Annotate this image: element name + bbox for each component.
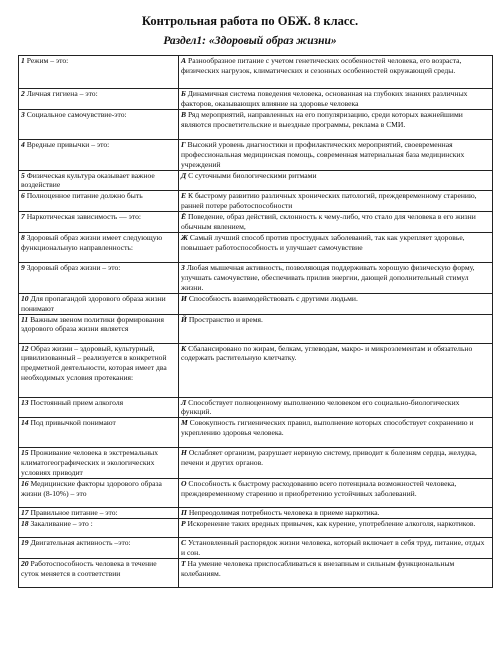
answer-text: Искоренение таких вредных привычек, как курение, употребление алкоголя, наркотиков. (187, 519, 476, 529)
answer-cell (179, 170, 493, 191)
quiz-table (18, 55, 493, 588)
question-cell (19, 519, 179, 538)
answer-cell (179, 538, 493, 559)
question-cell (19, 559, 179, 588)
table-row (19, 343, 493, 397)
question-cell (19, 170, 179, 191)
question-number: 17 (21, 508, 29, 518)
table-row (19, 293, 493, 314)
answer-letter: И (181, 293, 187, 303)
answer-text: Непреодолимая потребность человека в приеме наркотика. (188, 508, 380, 518)
question-text: Физическая культура оказывает важное воздействие (21, 170, 155, 190)
answer-letter: П (181, 508, 187, 518)
answer-letter: Т (181, 559, 186, 569)
answer-letter: Е (181, 191, 187, 201)
answer-cell (179, 397, 493, 418)
table-row (19, 56, 493, 89)
answer-cell (179, 508, 493, 519)
answer-letter: Б (181, 89, 186, 98)
answer-letter: З (181, 262, 185, 272)
answer-text: Любая мышечная активность, позволяющая поддерживать хорошую физическую форму, улучшать самочувствие, обеспечивать прилив энергии, дающей дополнительный стимул жизни. (181, 262, 475, 292)
question-text: Проживание человека в экстремальных климатогеографических и экологических условиях приводит (21, 448, 159, 478)
answer-text: К быстрому развитию различных хронических патологий, преждевременному старению, ранней потере работоспособности (181, 191, 477, 211)
answer-cell (179, 232, 493, 262)
question-text: Здоровый образ жизни имеет следующую функциональную направленность: (21, 232, 163, 252)
table-row (19, 170, 493, 191)
answer-cell (179, 139, 493, 170)
answer-cell (179, 343, 493, 397)
answer-cell (179, 191, 493, 212)
answer-letter: А (181, 56, 187, 65)
answer-letter: Н (181, 448, 187, 458)
answer-letter: Г (181, 139, 186, 149)
table-row (19, 397, 493, 418)
answer-letter: Й (181, 314, 187, 324)
question-text: Режим – это: (26, 56, 69, 65)
question-cell (19, 191, 179, 212)
table-row (19, 559, 493, 588)
answer-text: Разнообразное питание с учетом генетических особенностей человека, его возраста, физических нагрузок, климатических и сезонных особенностей окружающей среды. (181, 56, 462, 75)
section-subtitle: Раздел1: «Здоровый образ жизни» (163, 35, 337, 47)
question-text: Закаливание – это : (30, 519, 93, 529)
question-cell (19, 397, 179, 418)
page-title: Контрольная работа по ОБЖ. 8 класс. (141, 14, 359, 28)
table-row (19, 519, 493, 538)
question-cell (19, 479, 179, 508)
answer-cell (179, 448, 493, 479)
answer-letter: Р (181, 519, 186, 529)
answer-letter: С (181, 538, 187, 548)
answer-text: Высокий уровень диагностики и профилактических мероприятий, своевременная профессиональная медицинская помощь, современная материальная база медицинских учреждений (181, 139, 465, 169)
answer-letter: Ё (181, 212, 187, 222)
answer-cell (179, 418, 493, 448)
question-cell (19, 89, 179, 110)
answer-text: Совокупность гигиенических правил, выполнение которых способствует сохранению и укреплению здоровья человека. (181, 418, 474, 438)
answer-letter: Ж (181, 232, 188, 242)
answer-cell (179, 559, 493, 588)
question-number: 6 (21, 191, 25, 201)
question-number: 18 (21, 519, 29, 529)
quiz-table-body (19, 56, 493, 588)
question-number: 1 (21, 56, 25, 65)
answer-text: Сбалансировано по жирам, белкам, углеводам, макро- и микроэлементам и обязательно содержать растительную клетчатку. (181, 343, 473, 363)
question-number: 14 (21, 418, 29, 428)
answer-letter: К (181, 343, 187, 353)
question-cell (19, 232, 179, 262)
question-cell (19, 56, 179, 89)
answer-letter: Л (181, 397, 187, 407)
table-row (19, 448, 493, 479)
question-cell (19, 293, 179, 314)
question-number: 5 (21, 170, 25, 180)
question-text: Двигательная активность –это: (30, 538, 131, 548)
question-text: Наркотическая зависимость — это: (26, 212, 141, 222)
question-cell (19, 418, 179, 448)
answer-text: На умение человека приспосабливаться к внезапным и сильным функциональным колебаниям. (181, 559, 455, 578)
question-cell (19, 538, 179, 559)
question-number: 19 (21, 538, 29, 548)
question-number: 3 (21, 109, 25, 119)
table-row (19, 89, 493, 110)
answer-cell (179, 212, 493, 233)
table-row (19, 212, 493, 233)
table-row (19, 418, 493, 448)
question-cell (19, 212, 179, 233)
answer-letter: В (181, 109, 187, 119)
answer-text: Пространство и время. (188, 314, 263, 324)
answer-cell (179, 519, 493, 538)
question-number: 16 (21, 479, 29, 489)
question-text: Образ жизни – здоровый, культурный, цивилизованный – реализуется в конкретной предметной деятельности, которая имеет два необходимых условия протекания: (21, 343, 167, 383)
question-number: 2 (21, 89, 25, 98)
question-cell (19, 139, 179, 170)
answer-text: Ряд мероприятий, направленных на его популяризацию, среди которых важнейшими являются просветительские и выездные программы, реклама в СМИ. (181, 109, 463, 129)
table-row (19, 232, 493, 262)
question-number: 7 (21, 212, 25, 222)
question-cell (19, 262, 179, 293)
answer-text: Способствует полноценному выполнению человеком его социально-биологических функций. (181, 397, 460, 417)
question-number: 4 (21, 139, 25, 149)
answer-letter: М (181, 418, 188, 428)
table-row (19, 139, 493, 170)
answer-text: Способность взаимодействовать с другими людьми. (188, 293, 358, 303)
question-number: 11 (21, 314, 29, 324)
answer-text: Динамичная система поведения человека, основанная на глубоких знаниях различных факторов, оказывающих влияние на здоровье человека (181, 89, 468, 108)
question-number: 12 (21, 343, 29, 353)
table-row (19, 314, 493, 343)
table-row (19, 109, 493, 139)
answer-text: Поведение, образ действий, склонность к чему-либо, что стало для человека в его жизни обычным явлением, (181, 212, 476, 232)
table-row (19, 508, 493, 519)
answer-text: Ослабляет организм, разрушает нервную систему, приводит к болезням сердца, желудка, печени и других органов. (181, 448, 477, 468)
question-text: Важным звеном политики формирования здорового образа жизни является (21, 314, 164, 334)
question-text: Вредные привычки – это: (26, 139, 110, 149)
answer-cell (179, 262, 493, 293)
answer-cell (179, 479, 493, 508)
answer-cell (179, 314, 493, 343)
question-number: 10 (21, 293, 29, 303)
question-number: 20 (21, 559, 29, 569)
answer-letter: Д (181, 170, 187, 180)
answer-text: Способность к быстрому расходованию всего потенциала возможностей человека, преждевременному старению и приобретению устойчивых заболеваний. (181, 479, 457, 498)
question-text: Полноценное питание должно быть (26, 191, 143, 201)
question-number: 8 (21, 232, 25, 242)
question-number: 15 (21, 448, 29, 458)
question-text: Под привычкой понимают (30, 418, 116, 428)
answer-letter: О (181, 479, 187, 489)
table-row (19, 191, 493, 212)
table-row (19, 479, 493, 508)
question-text: Для пропагандой здорового образа жизни понимают (21, 293, 166, 313)
question-text: Постоянный прием алкоголя (30, 397, 124, 407)
table-row (19, 262, 493, 293)
question-cell (19, 448, 179, 479)
question-text: Здоровый образ жизни – это: (26, 262, 121, 272)
answer-cell (179, 109, 493, 139)
question-text: Работоспособность человека в течение суток меняется в соответствии (21, 559, 157, 578)
answer-text: Самый лучший способ против простудных заболеваний, так как укрепляет здоровье, повышает работоспособность и улучшает самочувствие (181, 232, 465, 252)
question-cell (19, 343, 179, 397)
answer-text: Установленный распорядок жизни человека, который включает в себя труд, питание, отдых и сон. (181, 538, 485, 557)
question-text: Личная гигиена – это: (26, 89, 98, 98)
question-cell (19, 314, 179, 343)
question-number: 9 (21, 262, 25, 272)
question-cell (19, 109, 179, 139)
answer-text: С суточными биологическими ритмами (188, 170, 317, 180)
answer-cell (179, 56, 493, 89)
question-text: Медицинские факторы здорового образа жизни (8-10%) – это (21, 479, 162, 498)
question-text: Правильное питание – это: (30, 508, 118, 518)
question-cell (19, 508, 179, 519)
question-text: Социальное самочувствие-это: (26, 109, 127, 119)
answer-cell (179, 293, 493, 314)
answer-cell (179, 89, 493, 110)
table-row (19, 538, 493, 559)
question-number: 13 (21, 397, 29, 407)
